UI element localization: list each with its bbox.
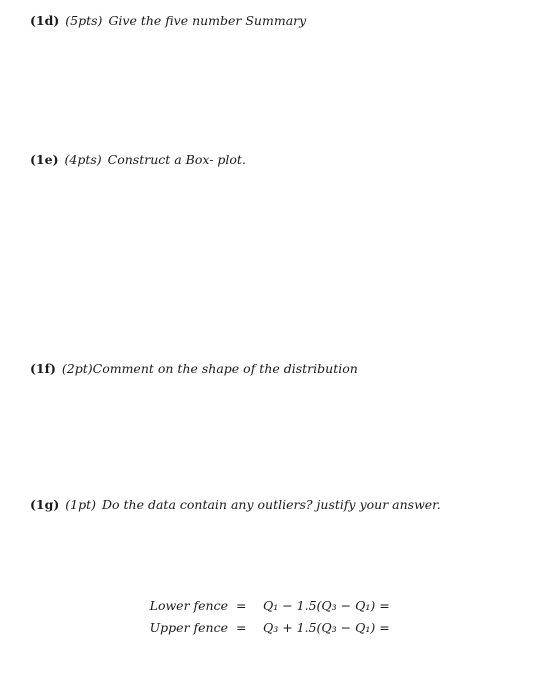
question-points: (2pt) — [61, 361, 93, 376]
question-text: Construct a Box- plot. — [107, 152, 246, 167]
lower-fence-label: Lower fence — [149, 598, 228, 613]
question-1e — [30, 152, 246, 167]
question-number: (1g) — [30, 497, 60, 512]
upper-fence-label: Upper fence — [149, 620, 228, 635]
question-number: (1e) — [30, 152, 59, 167]
question-text: Do the data contain any outliers? justify your answer. — [102, 497, 441, 512]
question-1g — [30, 497, 441, 512]
question-text: Comment on the shape of the distribution — [92, 361, 358, 376]
question-number: (1d) — [30, 13, 60, 28]
equals-sign: = — [236, 598, 247, 613]
fence-equations — [0, 598, 550, 642]
question-1d — [30, 13, 306, 28]
lower-fence-formula: Q₁ − 1.5(Q₃ − Q₁) = — [263, 598, 390, 613]
upper-fence-formula: Q₃ + 1.5(Q₃ − Q₁) = — [263, 620, 390, 635]
question-points: (5pts) — [65, 13, 103, 28]
question-points: (1pt) — [65, 497, 97, 512]
upper-fence-row — [0, 620, 550, 642]
question-text: Give the five number Summary — [108, 13, 307, 28]
question-1f — [30, 361, 358, 376]
question-points: (4pts) — [64, 152, 102, 167]
question-number: (1f) — [30, 361, 56, 376]
equals-sign: = — [236, 620, 247, 635]
lower-fence-row — [0, 598, 550, 620]
